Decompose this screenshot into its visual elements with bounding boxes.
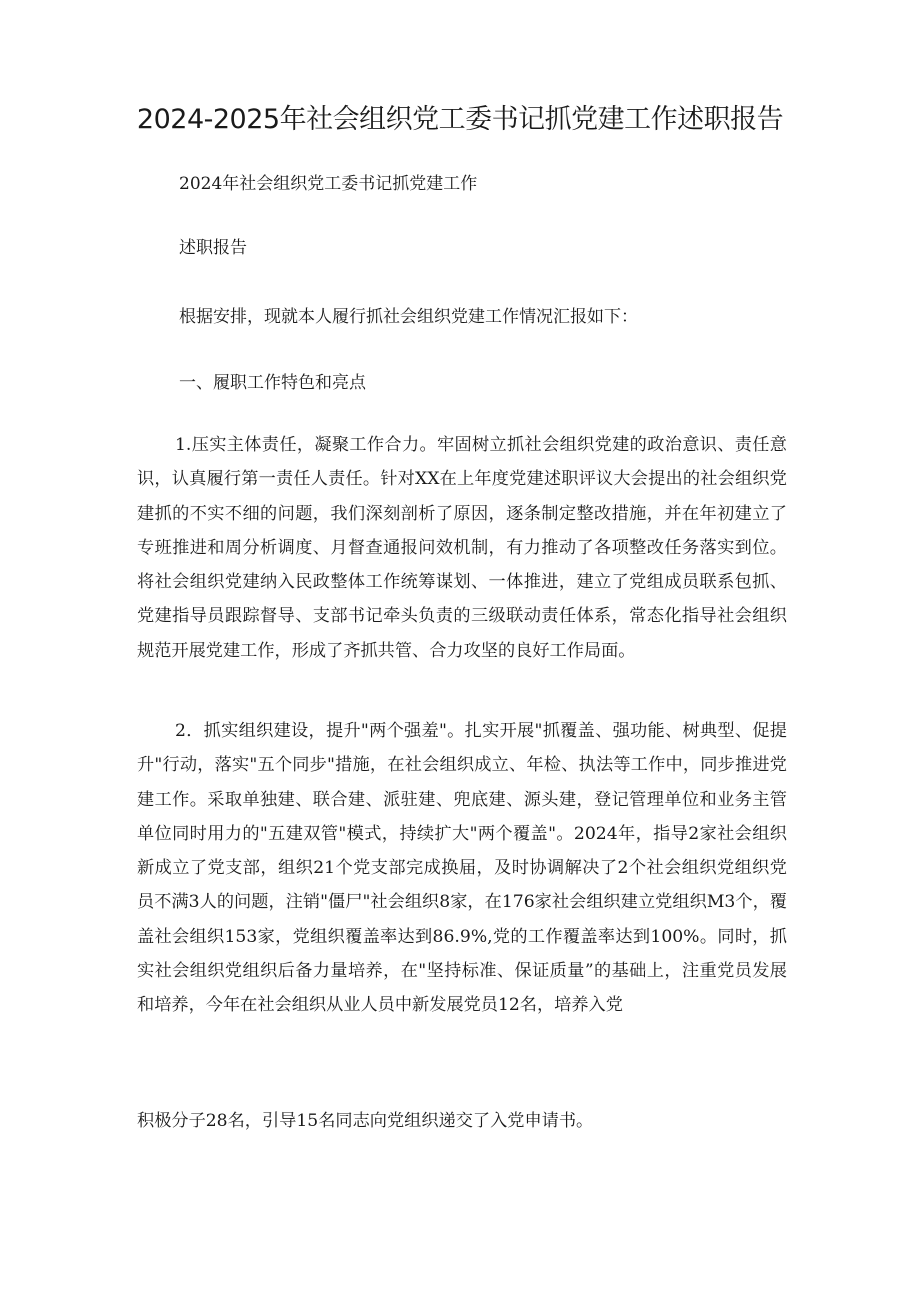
paragraph-1: 1.压实主体责任，凝聚工作合力。牢固树立抓社会组织党建的政治意识、责任意识，认真履行第一责任人责任。针对XX在上年度党建述职评议大会提出的社会组织党建抓的不实不细的问题，我们深刻剖析了原因，逐条制定整改措施，并在年初建立了专班推进和周分析调度、月督查通报问效机制，有力推动了各项整改任务落实到位。将社会组织党建纳入民政整体工作统筹谋划、一体推进，建立了党组成员联系包抓、党建指导员跟踪督导、支部书记牵头负责的三级联动责任体系，常态化指导社会组织规范开展党建工作，形成了齐抓共管、合力攻坚的良好工作局面。 — [137, 435, 787, 661]
subtitle-line-1: 2024年社会组织党工委书记抓党建工作 — [179, 174, 478, 194]
document-title: 2024-2025年社会组织党工委书记抓党建工作述职报告 — [136, 104, 784, 135]
paragraph-2: 2．抓实组织建设，提升"两个强羞"。扎实开展"抓覆盖、强功能、树典型、促提升"行动，落实"五个同步"措施，在社会组织成立、年检、执法等工作中，同步推进党建工作。采取单独建、联合建、派驻建、兜底建、源头建，登记管理单位和业务主管单位同时用力的"五建双管"模式，持续扩大"两个覆盖"。2024年，指导2家社会组织新成立了党支部，组织21个党支部完成换届，及时协调解决了2个社会组织党组织党员不满3人的问题，注销"僵尸"社会组织8家，在176家社会组织建立党组织M3个，覆盖社会组织153家，党组织覆盖率达到86.9%,党的工作覆盖率达到100%。同时，抓实社会组织党组织后备力量培养，在"坚持标准、保证质量”的基础上，注重党员发展和培养，今年在社会组织从业人员中新发展党员12名，培养入党 — [137, 721, 787, 1016]
intro-paragraph: 根据安排，现就本人履行抓社会组织党建工作情况汇报如下： — [179, 307, 638, 327]
paragraph-2-continuation: 积极分子28名，引导15名同志向党组织递交了入党申请书。 — [137, 1111, 594, 1131]
section-1-heading: 一、履职工作特色和亮点 — [179, 373, 366, 393]
subtitle-line-2: 述职报告 — [179, 238, 247, 258]
